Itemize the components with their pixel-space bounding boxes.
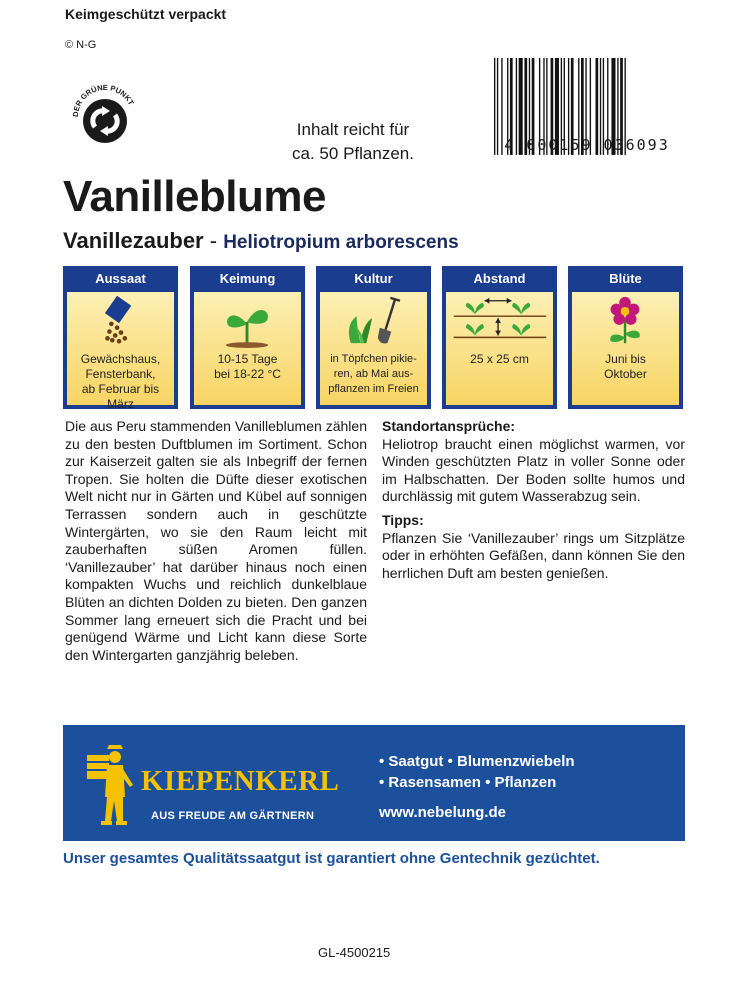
spacing-icon [446, 292, 553, 350]
tile-label: Aussaat [95, 271, 146, 286]
tile-text [320, 352, 427, 397]
tile-abstand [442, 266, 557, 409]
tile-text [446, 352, 553, 367]
flower-icon [572, 292, 679, 350]
product-subtitle [63, 228, 459, 254]
variety-name: Vanillezauber [63, 228, 204, 253]
green-dot-logo [68, 77, 142, 151]
seedling-icon [194, 292, 301, 350]
tile-text-line: Gewächshaus, [80, 352, 161, 366]
website-link[interactable]: www.nebelung.de [379, 804, 506, 821]
tile-text-line: Fensterbank, [85, 367, 156, 381]
info-column [382, 418, 685, 588]
brand-slogan: AUS FREUDE AM GÄRTNERN [151, 810, 315, 822]
tile-label: Blüte [609, 271, 642, 286]
offer-line2: • Rasensamen • Pflanzen [379, 774, 557, 791]
copyright: © N-G [65, 39, 97, 51]
description-text: Die aus Peru stammenden Vanilleblumen zählen zu den besten Duftblumen im Sortiment. Schon zur Kaiserzeit galten sie als Inbegriff der fernen Tropen. Sie holten die Düfte dieser exotischen Welt nicht nur in Gärten und Kübel auf sonnigen Terrassen sondern auch in geschützte Wintergärten, wo sie den Raum leicht mit zauberhaften süßen Aromen füllen. ‘Vanillezauber’ hat darüber hinaus noch einen kompakten Wuchs und reichlich dunkelblaue Blüten an dichten Dolden zu bieten. Den ganzen Sommer lang erneuert sich die Pracht und bei genügend Wärme und Licht kann diese Sorte den Wintergarten ganzjährig beleben. [65, 418, 367, 663]
tile-text-line: 25 x 25 cm [470, 352, 529, 366]
tile-text-line: in Töpfchen pikie- [330, 353, 417, 365]
tile-aussaat [63, 266, 178, 409]
latin-name: Heliotropium arborescens [223, 232, 459, 253]
tile-text [572, 352, 679, 382]
product-title: Vanilleblume [63, 172, 326, 221]
article-number: GL-4500215 [318, 945, 391, 960]
content-note-line1: Inhalt reicht für [296, 120, 410, 139]
location-text: Heliotrop braucht einen möglichst warmen, vor Winden geschützten Platz in voller Sonne oder im Halbschatten. Der Boden sollte humos und durchlässig mit gutem Wasserabzug sein. [382, 435, 685, 505]
packed-note: Keimgeschützt verpackt [65, 6, 227, 22]
brand-name: KIEPENKERL [141, 765, 340, 797]
tile-label: Abstand [473, 271, 526, 286]
tile-text-line: ab Februar bis März [81, 382, 160, 411]
tile-text-line: Juni bis [605, 352, 646, 366]
tile-text-line: pflanzen im Freien [328, 383, 419, 395]
tile-text [67, 352, 174, 412]
tips-text: Pflanzen Sie ‘Vanillezauber’ rings um Sitzplätze oder in erhöhten Gefäßen, dann können Sie den herrlichen Duft am besten genießen. [382, 529, 685, 581]
tile-text-line: 10-15 Tage [217, 352, 278, 366]
gmo-free-guarantee: Unser gesamtes Qualitätssaatgut ist garantiert ohne Gentechnik gezüchtet. [63, 850, 600, 867]
seed-packet-icon [67, 292, 174, 350]
location-heading: Standortansprüche: [382, 418, 516, 434]
tile-text-line: Oktober [604, 367, 647, 381]
tile-text-line: bei 18-22 °C [214, 367, 281, 381]
tile-label: Keimung [219, 271, 276, 286]
content-note [268, 118, 438, 166]
tile-text-line: ren, ab Mai aus- [333, 368, 414, 380]
kiepenkerl-figure-logo [77, 739, 137, 829]
tile-kultur [316, 266, 431, 409]
barcode-number: 4 000159 036093 [504, 136, 670, 154]
tips-heading: Tipps: [382, 511, 424, 528]
offer-line1: • Saatgut • Blumenzwiebeln [379, 753, 575, 770]
tile-bluete [568, 266, 683, 409]
tile-text [194, 352, 301, 382]
brand-banner [63, 725, 685, 841]
subtitle-separator: - [203, 228, 224, 253]
tile-keimung [190, 266, 305, 409]
spade-icon [320, 292, 427, 350]
content-note-line2: ca. 50 Pflanzen. [292, 144, 414, 163]
banner-offer [379, 751, 575, 823]
tile-label: Kultur [354, 271, 393, 286]
green-dot-text: DER GRÜNE PUNKT [70, 82, 136, 118]
